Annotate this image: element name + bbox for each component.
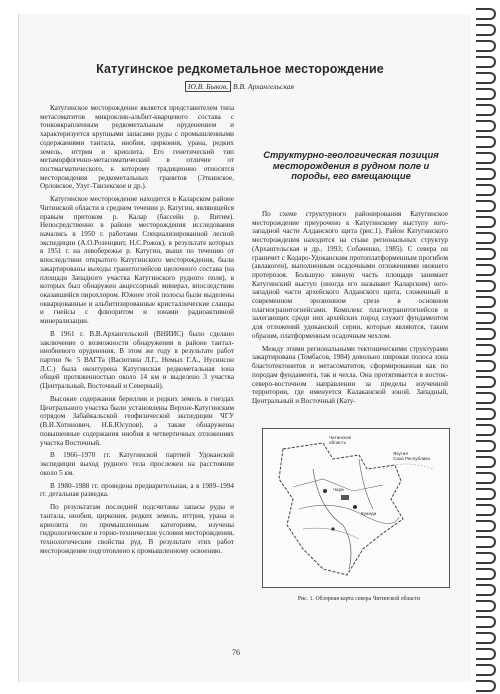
left-paragraph-7: По результатам последней подсчитаны запасы руды и тантала, ниобия, циркония, редких земель, иттрия, урана и криолита по промышленным категориям, изучены гидрологические и горно-технические условия месторождения, технологические свойства руд. В результате этих работ месторождение подготовлено к промышленному освоению. (40, 503, 234, 555)
map-label-chita: Читинская область (329, 435, 352, 445)
left-column (40, 104, 234, 560)
page-number: 76 (232, 648, 240, 657)
right-paragraph-1: По схеме структурного районирования Катугинское месторождение приурочено к Катугинскому выступу юго-западной части Алданского щита (рис.1). Район Катугинского месторождения находится на стыке региональных структур (Архангельская и др., 1993; Собаченко, 1985). С севера он граничит с Кодаро-Удоканским протоплатформенным прогибом (авлакоген), выполненным осадочными отложениями нижнего протерозоя. Большую южную часть площади занимает Катугинский выступ (иногда его называют Каларским) юго-западной части архейского Алданского щита, сложенный в современном эрозионном срезе в основном плагиогранитогнейсами. Комплекс плагиогранитогнейсов и залегающих среди них архейских пород служит фундаментом для отложений удоканской серии, которые являются, таким образом, платформенным осадочным чехлом. (252, 210, 448, 340)
author-2: В.В. Архангельская (231, 82, 295, 91)
map-label-yakutia: Якутия Саха Республика (393, 451, 430, 461)
right-paragraph-2: Между этими региональными тектоническими структурами закартирована (Томбасов, 1984) довольно широкая полоса зона бластотектонитов и метасоматитов, сформированная как по породам фундамента, так и чехла. Она протягивается в восток-северо-восточном направлении за пределы изученной территории, где именуется Калаканской зоной. Западный, Центральный и Восточный (Кату- (252, 344, 448, 405)
left-paragraph-6: В 1980–1988 гг. проведена предварительная, а в 1989–1994 гг. детальная разведка. (40, 481, 234, 499)
author-1: Ю.В. Быков, (185, 81, 231, 92)
article-authors (185, 82, 294, 91)
figure-caption: Рис. 1. Обзорная карта севера Читинской области (297, 596, 421, 602)
section-title: Структурно-геологическая позиция месторождения в рудном поле и породы, его вмещающие (263, 149, 439, 182)
right-column (252, 210, 448, 410)
left-paragraph-1: Катугинское месторождение является представителем типа метасоматитов микроклин-альбит-кварцевого состава с тонковкрапленным редкометальным оруденением и характеризуется крупными запасами руды с промышленными содержаниями тантала, ниобия, циркония, урана, редких земель, иттрия и криолита. Его генетический тип метаморфогенно-метасоматический в отличие от постмагматического, к которому традиционно относятся месторождения редкометальных гранитов (Эткинское, Орловское, Улуг-Танзекское и др.). (40, 104, 234, 191)
left-paragraph-5: В 1966–1970 гг. Катугинской партией Удоканской экспедиции выход рудного тела прослежен на расстоянии около 5 км. (40, 451, 234, 477)
spiral-binding (474, 0, 500, 694)
overview-map-figure (262, 428, 450, 588)
map-label-town-1: Чара (333, 487, 344, 492)
left-paragraph-3: В 1961 г. В.В.Архангельской (ВНИИС) было сделано заключение о возможности обнаружения в районе тантал-ниобиевого оруденения. В этом же году в результате работ партии № 5 ВАГТа (Васютина Л.Г., Немых Г.А., Нусинсон Л.С.) была оконтурена Катугинская редкометальная зона общей протяженностью около 14 км и выделено 3 участка (Центральный, Восточный и Северный). (40, 329, 234, 391)
map-label-town-2: Куанда (361, 511, 377, 516)
article-title: Катугинское редкометальное месторождение (96, 62, 384, 76)
left-paragraph-4: Высокие содержания бериллия и редких земель в гнездах Центрального участка были установлены Верхне-Катугинским отрядом Забайкальской геофизической экспедиции ЧГУ (В.И.Хотинович, Н.Б.Юсупов), а также обнаружены повышенные содержания ниобия в четвертичных отложениях участка Восточный. (40, 395, 234, 447)
left-paragraph-2: Катугинское месторождение находится в Каларском районе Читинской области в среднем течении р. Катугин, являющейся правым притоком р. Калар (бассейн р. Витим). Непосредственно в районе месторождения исследования начались в 1950 г. работами Специализированной лесной экспедиции (А.О.Розенцвит, Н.С.Рожок), в результате которых в 1951 г. на левобережье р. Катугин, выше по течению от впоследствии открытого Катугинского месторождения, были закартированы выходы гранитогнейсов щелочного состава (на площади Западного участка Катугинского рудного поля), в которых был обнаружен акцессорный минерал, впоследствии оказавшийся пирохлором. Южнее этой полосы были выделены окварцованные и альбитизированные кристаллические сланцы и гнейсы с флюоритом и зонами радиоактивной минерализации. (40, 195, 234, 326)
